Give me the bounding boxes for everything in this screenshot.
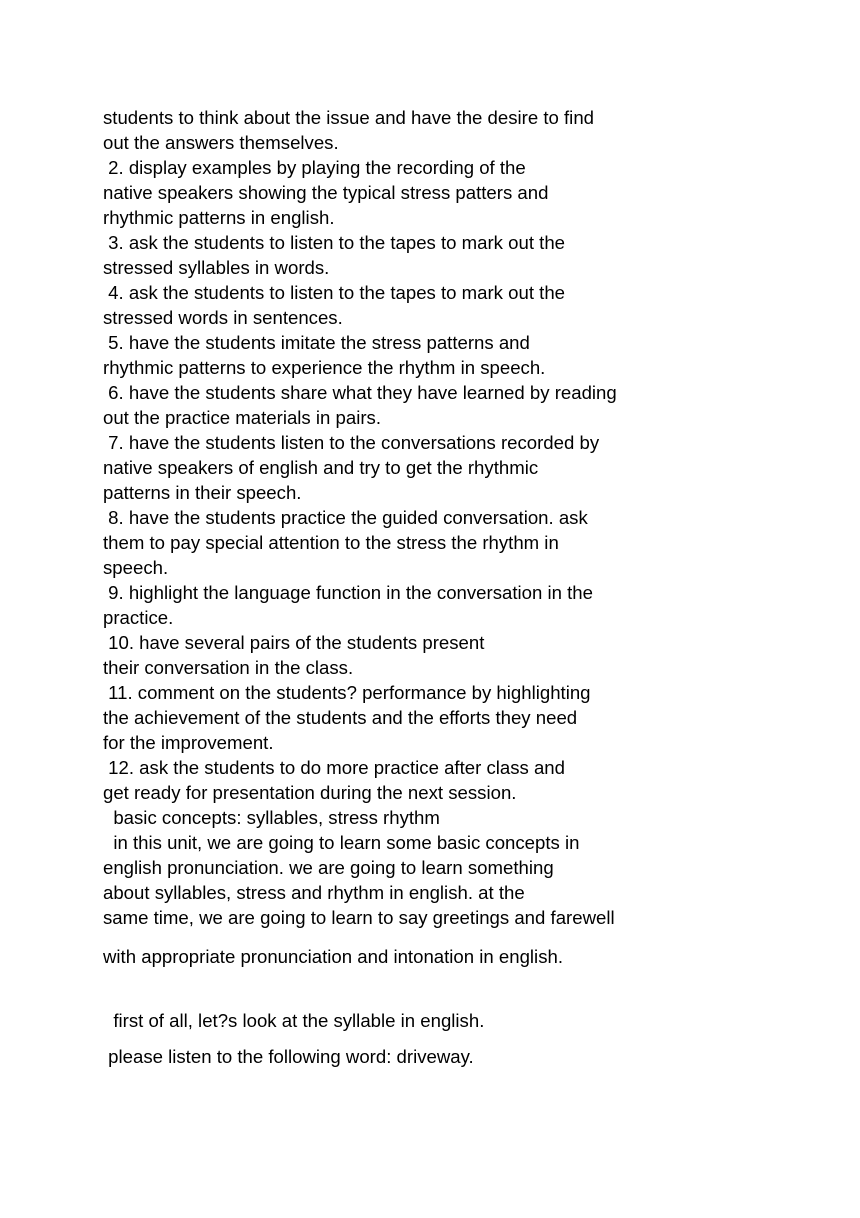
text-line: in this unit, we are going to learn some basic concepts in xyxy=(103,832,580,853)
text-line: 2. display examples by playing the recording of the xyxy=(103,157,526,178)
text-line: 8. have the students practice the guided conversation. ask xyxy=(103,507,588,528)
text-line: same time, we are going to learn to say greetings and farewell xyxy=(103,907,615,928)
text-line: for the improvement. xyxy=(103,732,274,753)
text-line: 7. have the students listen to the conversations recorded by xyxy=(103,432,600,453)
text-line: rhythmic patterns to experience the rhythm in speech. xyxy=(103,357,546,378)
text-line: get ready for presentation during the next session. xyxy=(103,782,517,803)
text-line: native speakers showing the typical stress patters and xyxy=(103,182,549,203)
text-line: 12. ask the students to do more practice after class and xyxy=(103,757,565,778)
text-line: 9. highlight the language function in the conversation in the xyxy=(103,582,593,603)
text-line: english pronunciation. we are going to learn something xyxy=(103,857,554,878)
text-line: stressed words in sentences. xyxy=(103,307,343,328)
text-line: their conversation in the class. xyxy=(103,657,354,678)
text-line: the achievement of the students and the efforts they need xyxy=(103,707,578,728)
text-line: practice. xyxy=(103,607,174,628)
text-line: 5. have the students imitate the stress patterns and xyxy=(103,332,530,353)
text-line: 3. ask the students to listen to the tapes to mark out the xyxy=(103,232,566,253)
text-line: 6. have the students share what they have learned by reading xyxy=(103,382,617,403)
text-line: patterns in their speech. xyxy=(103,482,302,503)
section-heading: basic concepts: syllables, stress rhythm xyxy=(103,807,440,828)
text-line: with appropriate pronunciation and intonation in english. xyxy=(103,946,563,967)
text-line: students to think about the issue and have the desire to find xyxy=(103,107,595,128)
text-line: native speakers of english and try to get the rhythmic xyxy=(103,457,539,478)
text-line: stressed syllables in words. xyxy=(103,257,330,278)
text-line: them to pay special attention to the stress the rhythm in xyxy=(103,532,559,553)
text-line: first of all, let?s look at the syllable in english. xyxy=(103,1010,485,1031)
text-line: please listen to the following word: driveway. xyxy=(103,1046,474,1067)
text-line: out the practice materials in pairs. xyxy=(103,407,381,428)
text-line: out the answers themselves. xyxy=(103,132,339,153)
text-line: rhythmic patterns in english. xyxy=(103,207,335,228)
text-line: 11. comment on the students? performance by highlighting xyxy=(103,682,591,703)
text-line: about syllables, stress and rhythm in english. at the xyxy=(103,882,525,903)
text-line: 4. ask the students to listen to the tapes to mark out the xyxy=(103,282,566,303)
text-line: speech. xyxy=(103,557,169,578)
text-line: 10. have several pairs of the students present xyxy=(103,632,485,653)
